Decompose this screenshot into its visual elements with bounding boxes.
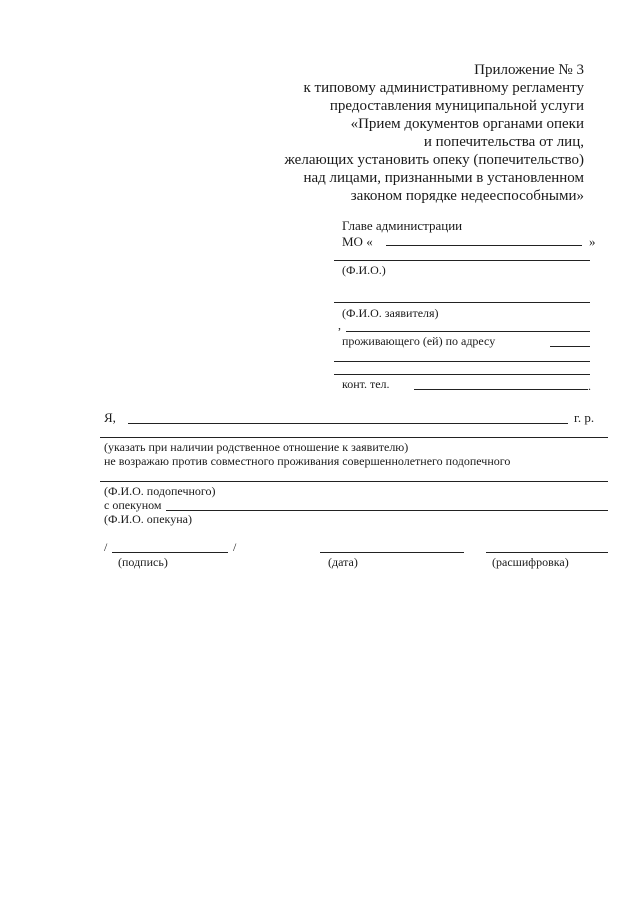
address-line-2 <box>334 361 590 362</box>
applicant-extra-line <box>346 331 590 332</box>
ward-fio-caption: (Ф.И.О. подопечного) <box>104 484 216 498</box>
header-line: предоставления муниципальной услуги <box>329 98 584 114</box>
header-line: к типовому административному регламенту <box>303 80 584 96</box>
applicant-fio-line <box>334 302 590 303</box>
date-caption: (дата) <box>328 555 358 569</box>
mo-prefix: МО « <box>342 234 373 249</box>
address-line-start <box>550 346 590 347</box>
ward-fio-line <box>100 481 608 482</box>
i-label: Я, <box>104 410 116 425</box>
decode-caption: (расшифровка) <box>492 555 569 569</box>
phone-end: . <box>588 379 591 393</box>
guardian-fio-line <box>166 510 608 511</box>
date-line <box>320 552 464 553</box>
relation-line <box>100 437 608 438</box>
header-line: «Прием документов органами опеки <box>350 116 584 132</box>
decode-line <box>486 552 608 553</box>
appendix-number: Приложение № 3 <box>474 62 584 78</box>
header-line: и попечительства от лиц, <box>423 134 584 150</box>
fio-line <box>334 260 590 261</box>
header-line: над лицами, признанными в установленном <box>303 170 584 186</box>
guardian-fio-caption: (Ф.И.О. опекуна) <box>104 512 192 526</box>
signature-slash-right: / <box>233 540 237 554</box>
mo-suffix: » <box>589 234 596 249</box>
consent-text: не возражаю против совместного проживания совершеннолетнего подопечного <box>104 454 511 468</box>
header-line: желающих установить опеку (попечительство) <box>284 152 584 168</box>
fio-caption: (Ф.И.О.) <box>342 263 386 277</box>
header-line: законом порядке недееспособными» <box>350 188 584 204</box>
signature-caption: (подпись) <box>118 555 168 569</box>
with-guardian-label: с опекуном <box>104 498 162 512</box>
year-label: г. р. <box>574 410 595 425</box>
applicant-fio-caption: (Ф.И.О. заявителя) <box>342 306 439 320</box>
mo-name-line <box>386 245 582 246</box>
comma-mark: , <box>338 318 341 332</box>
address-line-3 <box>334 374 590 375</box>
phone-label: конт. тел. <box>342 377 390 391</box>
signature-slash-left: / <box>104 540 108 554</box>
applicant-name-line <box>128 423 568 424</box>
residing-label: проживающего (ей) по адресу <box>342 334 496 348</box>
signature-line <box>112 552 228 553</box>
relation-hint: (указать при наличии родственное отношение к заявителю) <box>104 440 409 454</box>
addressee-head: Главе администрации <box>342 218 463 233</box>
phone-line <box>414 389 588 390</box>
